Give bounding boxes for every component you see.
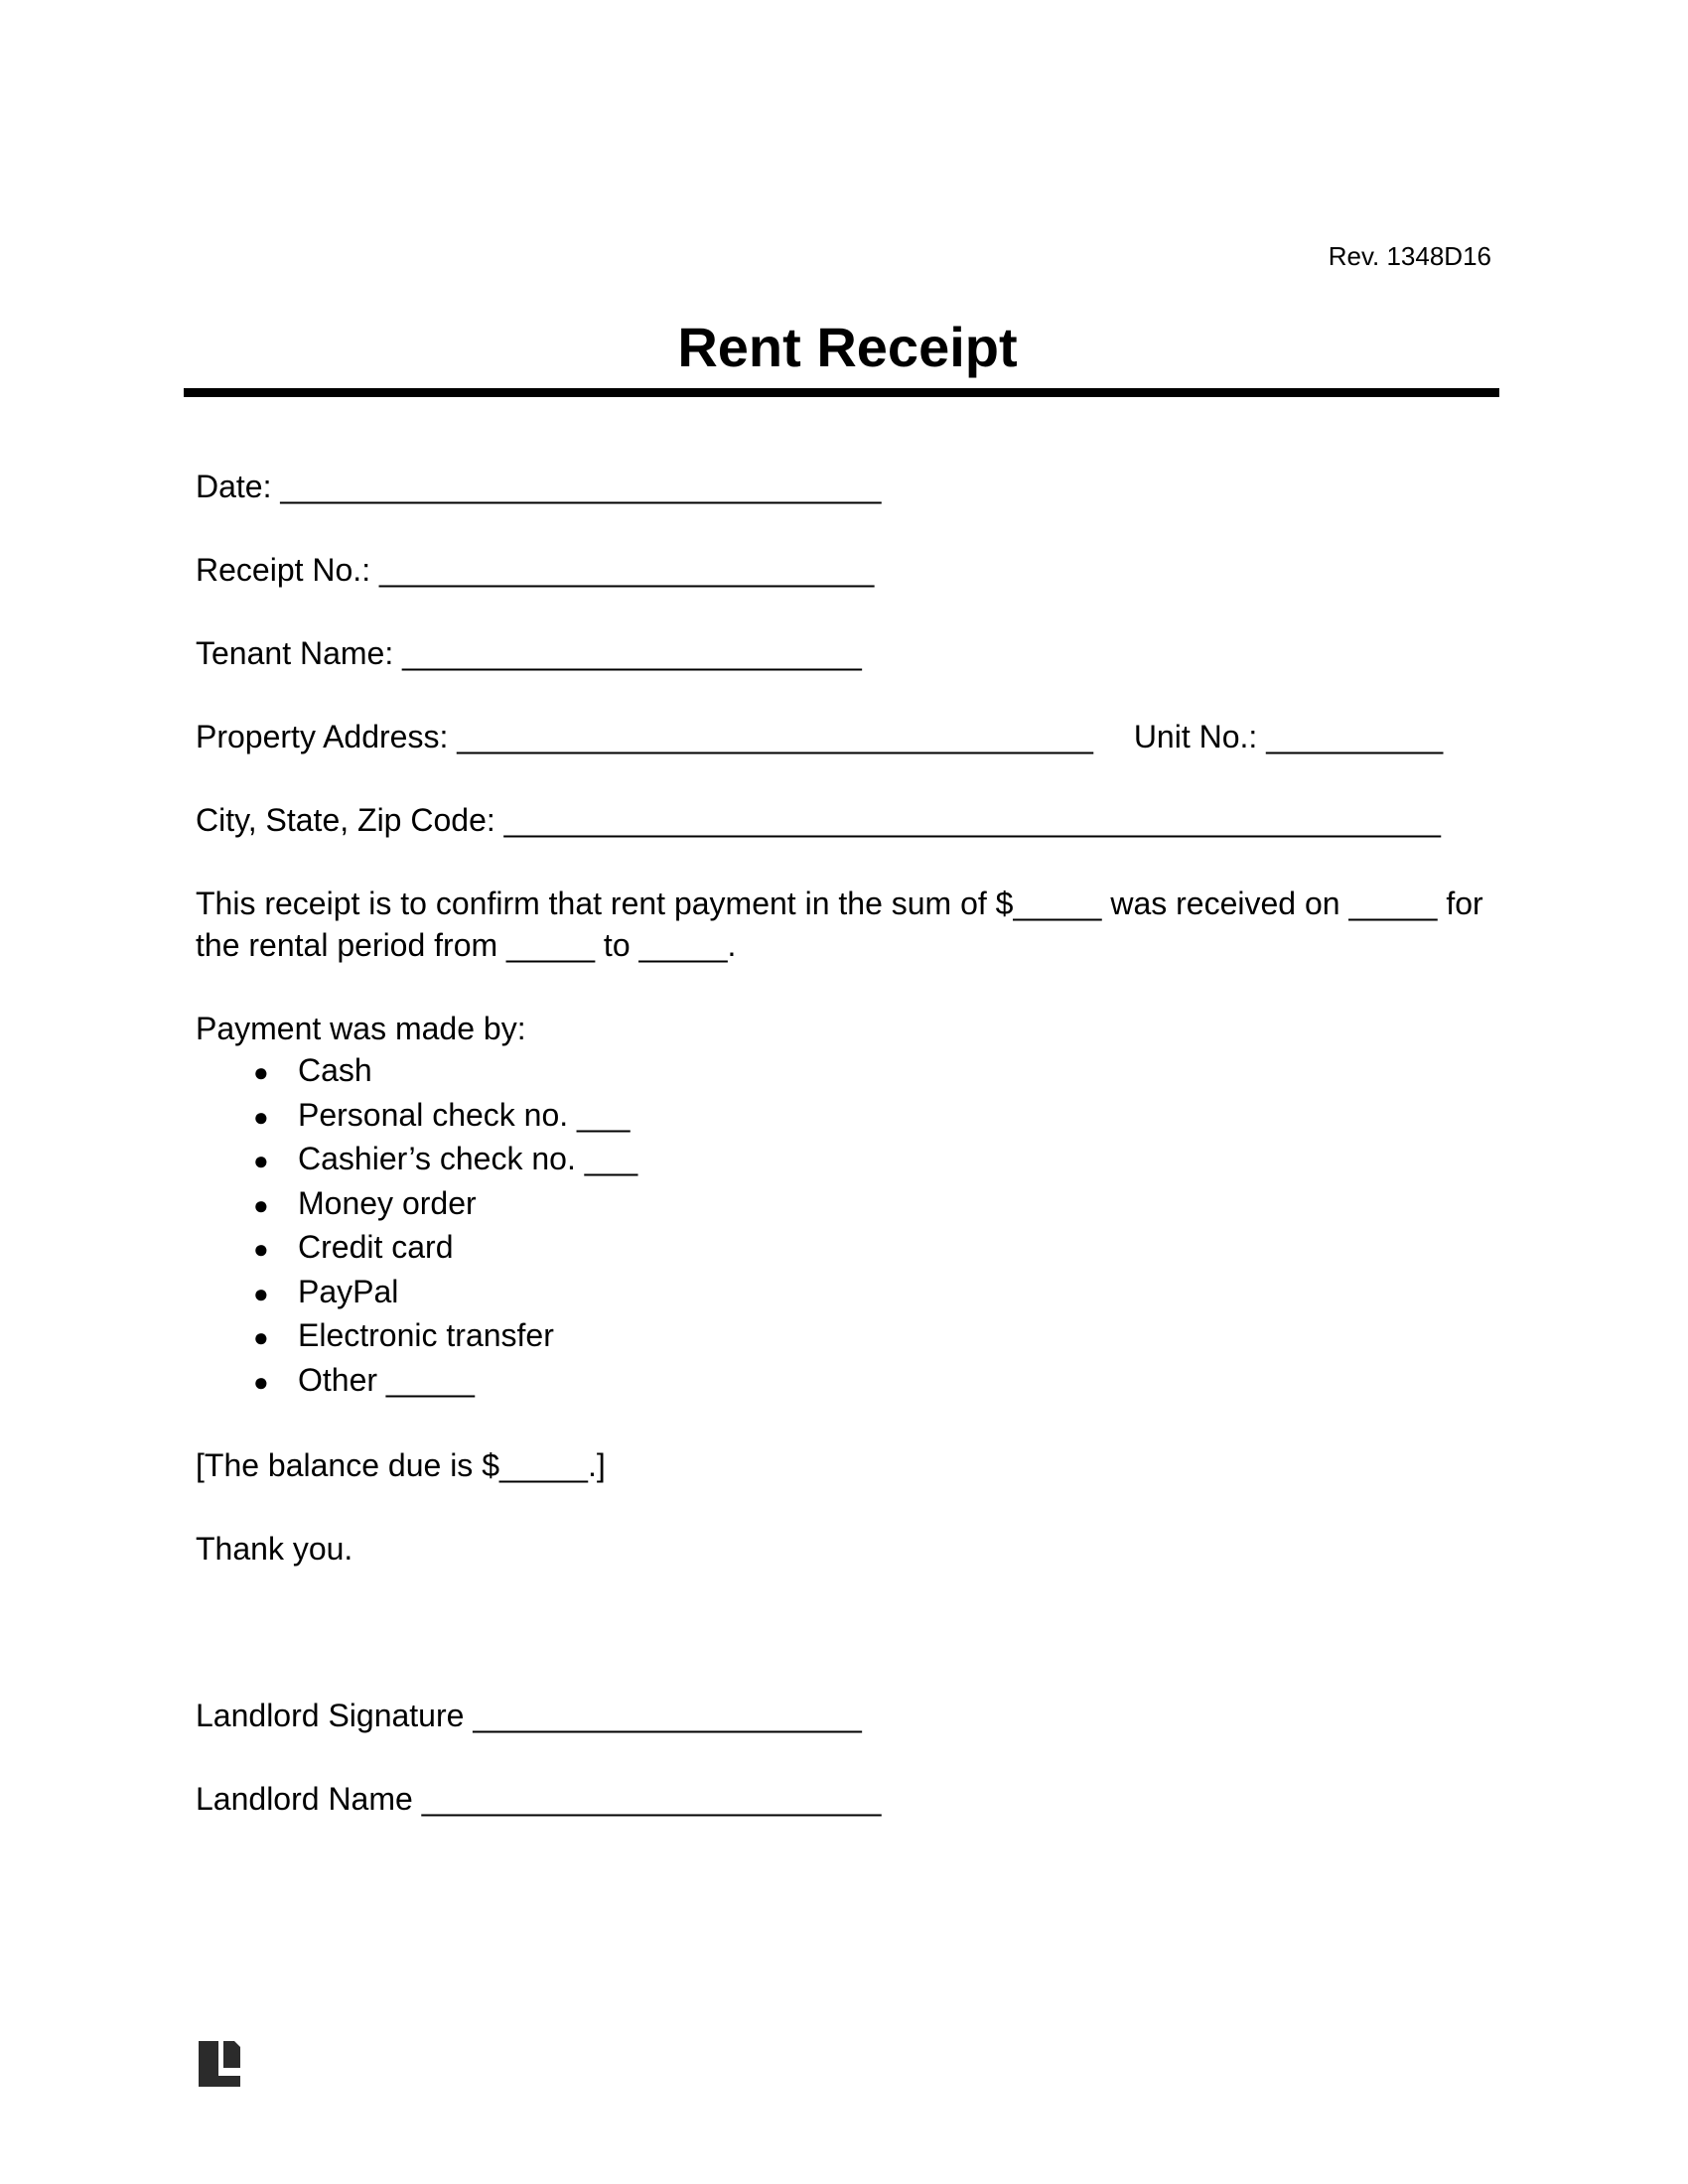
unit-no-label: Unit No.: xyxy=(1133,719,1258,754)
bullet-icon: ● xyxy=(253,1101,269,1132)
bullet-icon: ● xyxy=(253,1189,269,1220)
legal-templates-logo-icon xyxy=(199,2041,240,2087)
property-address-label: Property Address: xyxy=(196,719,449,754)
list-item-label: Electronic transfer xyxy=(298,1317,554,1353)
list-item-label: Cash xyxy=(298,1052,372,1088)
unit-no-blank-line: __________ xyxy=(1266,719,1444,754)
list-item-label: Personal check no. ___ xyxy=(298,1096,631,1133)
list-item-label: Cashier’s check no. ___ xyxy=(298,1141,638,1176)
property-address-field xyxy=(196,716,1499,757)
landlord-name-label: Landlord Name xyxy=(196,1781,413,1817)
list-item-cash xyxy=(196,1049,1499,1094)
landlord-name-field xyxy=(196,1778,1499,1820)
unit-no-field xyxy=(1134,719,1443,754)
landlord-signature-field xyxy=(196,1695,1499,1736)
title-divider xyxy=(184,388,1499,397)
bullet-icon: ● xyxy=(253,1146,269,1175)
list-item-electronic-transfer xyxy=(196,1314,1499,1359)
date-field xyxy=(196,466,1499,507)
list-item-personal-check xyxy=(196,1094,1499,1139)
list-item-label: Credit card xyxy=(298,1229,454,1265)
receipt-no-blank-line: ____________________________ xyxy=(378,552,875,588)
bullet-icon: ● xyxy=(253,1322,269,1352)
property-address-blank-line: ____________________________________ xyxy=(457,719,1093,754)
landlord-name-blank-line: __________________________ xyxy=(421,1781,882,1817)
list-item-label: Other _____ xyxy=(298,1361,475,1398)
payment-method-heading: Payment was made by: xyxy=(196,1011,526,1046)
bullet-icon: ● xyxy=(253,1366,269,1397)
city-state-zip-blank-line: _____________________________________________________ xyxy=(503,802,1441,838)
receipt-no-field xyxy=(196,549,1499,591)
page-title: Rent Receipt xyxy=(677,316,1018,378)
payment-method-list xyxy=(196,1049,1499,1403)
list-item-cashiers-check xyxy=(196,1138,1499,1182)
receipt-no-label: Receipt No.: xyxy=(196,552,371,588)
balance-due-line: [The balance due is $_____.] xyxy=(196,1447,606,1483)
document-content xyxy=(196,316,1499,1861)
list-item-money-order xyxy=(196,1182,1499,1227)
tenant-name-blank-line: __________________________ xyxy=(402,635,862,671)
landlord-signature-blank-line: ______________________ xyxy=(473,1698,862,1733)
fields-section xyxy=(196,466,1499,841)
list-item-label: PayPal xyxy=(298,1273,399,1309)
date-blank-line: __________________________________ xyxy=(280,469,882,504)
tenant-name-field xyxy=(196,632,1499,674)
bullet-icon: ● xyxy=(253,1057,269,1087)
confirmation-paragraph: This receipt is to confirm that rent payment in the sum of $_____ was received on _____ for the rental period from _____ to _____. xyxy=(196,886,1483,963)
tenant-name-label: Tenant Name: xyxy=(196,635,394,671)
list-item-credit-card xyxy=(196,1226,1499,1271)
city-state-zip-field xyxy=(196,799,1499,841)
thank-you-line: Thank you. xyxy=(196,1531,353,1567)
list-item-other xyxy=(196,1359,1499,1404)
revision-number: Rev. 1348D16 xyxy=(1328,241,1491,271)
list-item-label: Money order xyxy=(298,1184,477,1221)
date-label: Date: xyxy=(196,469,272,504)
bullet-icon: ● xyxy=(253,1278,269,1308)
bullet-icon: ● xyxy=(253,1234,269,1264)
landlord-signature-label: Landlord Signature xyxy=(196,1698,465,1733)
list-item-paypal xyxy=(196,1271,1499,1315)
city-state-zip-label: City, State, Zip Code: xyxy=(196,802,495,838)
